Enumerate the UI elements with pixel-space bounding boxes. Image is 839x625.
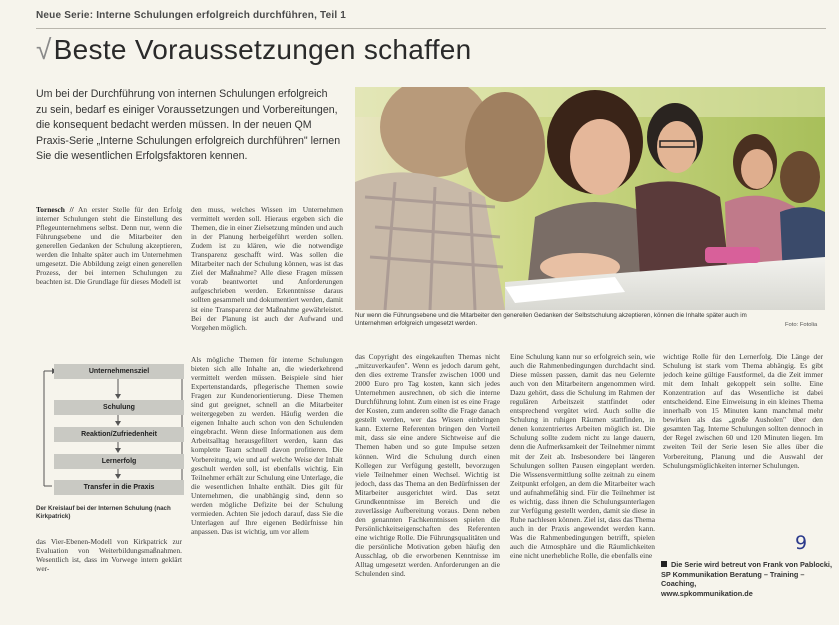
article-kicker: Neue Serie: Interne Schulungen erfolgreich durchführen, Teil 1 [36,10,347,21]
column-4: Eine Schulung kann nur so erfolgreich sein, wie auch die Rahmenbedingungen durchdacht sind. Diese müssen passen, damit das neu Gelernte auch von den Mitarbeitern angenommen wird. Dazu gehört, dass die Schulung im Rahmen der regulären Arbeitszeit stattfindet oder entsprechend vergütet wird. Auch sollte die Schulung in ruhigen Räumen stattfinden, in denen konzentriertes Arbeiten möglich ist. Die Schulung sollte zudem nicht zu lange dauern, denn die Aufmerksamkeit der Teilnehmer nimmt mit der Zeit ab. Insbesondere bei längeren Schulungen sollten Pausen eingeplant werden. Die Wissensvermittlung sollte zeitnah zu einem Zeitpunkt erfolgen, an dem die Mitarbeiter wach und aufnahmefähig sind. Für die Teilnehmer ist es wichtig, dass ihnen die Schulungsunterlagen zur Verfügung gestellt werden, damit sie diese in Ruhe nachlesen können. Ziel ist, dass das Thema auch in der Praxis angewendet werden kann. Was die Rahmenbedingungen betrifft, spielen auch die Atmosphäre und die Räumlichkeiten eine nicht unerhebliche Rolle, die ebenfalls eine [510,352,655,561]
bio-text: Die Serie wird betreut von Frank von Pablocki, SP Kommunikation Beratung – Training – Coaching, [661,560,832,589]
bio-bullet [661,561,667,567]
column-3: das Copyright des eingekauften Themas nicht „mitzuverkaufen". Wenn es jedoch darum geht, den dies extreme Transfer zwischen 1000 und 2000 Euro pro Tag kosten, kann sich jedes Unternehmen ausrechnen, ob sich die interne Durchführung lohnt. Zum einen ist es eine Frage der Kosten, zum anderen sollte die Frage danach gestellt werden, wer das Wissen einbringen kann. Externe Referenten bringen den Vorteil mit, dass sie eine andere Sichtweise auf die Themen haben und so gute Impulse setzen können. Wird die Schulung durch einen Kollegen zur Verfügung gestellt, bevorzugen viele Teilnehmer einen Wechsel. Wichtig ist jedoch, dass das Thema an den Bedürfnissen der Mitarbeiter ausgerichtet wird. Das setzt Grundkenntnisse im Bereich und die zuverlässige Aufbereitung voraus. Denn neben den genannten Fachkenntnissen spielen die Persönlichkeitseigenschaften des Referenten eine wichtige Rolle. Die Führungsqualitäten und die persönliche Motivation geben häufig den Ausschlag, ob die erworbenen Kenntnisse im Alltag umgesetzt werden. Anforderungen an die Schulenden sind. [355,352,500,579]
article-photo [355,87,825,310]
diagram-box-5: Transfer in die Praxis [54,480,184,495]
author-bio [661,560,836,598]
diagram-caption: Der Kreislauf bei der Internen Schulung (nach Kirkpatrick) [36,505,171,520]
column-1-text: An erster Stelle für den Erfolg interner Schulungen steht die Einstellung des Pflegeunternehmens selbst. Denn nur, wenn die Führungsebene und die Mitarbeiter den generellen Gedanken der Schulung akzeptieren, werden die Inhalte später auch im Unternehmen umgesetzt. Die Abbildung zeigt einen generellen Prozess, der bei internen Schulungen zu beachten ist. Die Grundlage für dieses Modell ist [36,205,182,287]
diagram-box-2: Schulung [54,400,184,415]
bio-url: www.spkommunikation.de [661,588,753,598]
headline [36,34,472,66]
diagram-box-3: Reaktion/Zufriedenheit [54,427,184,442]
top-rule [36,28,826,29]
seminar-photo-illustration [355,87,825,310]
column-2-lower: Als mögliche Themen für interne Schulungen bieten sich alle Inhalte an, die wiederkehrend vermittelt werden müssen. Beispiele sind hier Expertenstandards, pflegerische Themen sowie Fragen zur Kundenorientierung. Diese Themen sind gut geeignet, schnell an die Mitarbeiter weitergegeben zu werden. Häufig werden die eigenen Inhalte auch schon von den Schulenden eingebracht. Wenn diese Informationen aus dem Arbeitsalltag herausgefiltert werden, kann das komplette Team schnell davon profitieren. Die Vorbereitung, wie und auf welche Weise der Inhalt geschult werden soll, ist ebenfalls wichtig. Ein Teilnehmer erhält zur Schulung eine Unterlage, die die wesentlichen Inhalte enthält. Dies gilt für Unternehmen, die unabhängig sind, denn so werden mögliche Defizite bei der Schulung vermieden. Achten Sie jedoch darauf, dass Sie die Unterlagen auf Ihre eigenen Bedürfnisse hin anpassen. Das ist wichtig, um vor allem [191,355,343,536]
dateline: Tornesch // [36,205,74,214]
photo-credit: Foto: Fotolia [785,322,818,328]
lead-paragraph: Um bei der Durchführung von internen Schulungen erfolgreich zu sein, bedarf es einiger Voraussetzungen und Vorbereitungen, die konsequent bedacht werden müssen. In der neuen QM Praxis-Serie „Interne Schulungen erfolgreich durchführen" lernen Sie die wesentlichen Erfolgsfaktoren kennen. [36,88,341,163]
column-2-upper: den muss, welches Wissen im Unternehmen vermittelt werden soll. Hieraus ergeben sich die Themen, die in einer Zielsetzung münden und auch in der Planung herbeigeführt werden sollen. Zudem ist zu klären, wie die notwendige Transparenz geschafft wird. Was sollen die Mitarbeiter nach der Schulung können, was ist das Ziel der Maßnahme? Alle diese Fragen müssen vorab beantwortet und Anforderungen aufgeschrieben werden. Erkenntnisse daraus sollten gesammelt und dokumentiert werden, damit ist eine Transparenz der Maßnahme gewährleistet. Bei der Planung ist auch der Aufwand und Vorgehen möglich. [191,205,343,332]
headline-text: Beste Voraussetzungen schaffen [53,34,472,65]
column-5: wichtige Rolle für den Lernerfolg. Die Länge der Schulung ist stark vom Thema abhängig. Es gibt jedoch keine gültige Faustformel, da die Zeit immer mit dem Inhalt gekoppelt sein sollte. Eine Konzentration auf das Wesentliche ist dabei entscheidend. Eine Einweisung in ein kleines Thema innerhalb von 15 Minuten kann manchmal mehr bewirken als das „große Ausholen" über den gesamten Tag. Interne Schulungen sollten dennoch in der Regel zwischen 60 und 120 Minuten liegen. Im zweiten Teil der Serie lesen Sie alles über die Vorbereitung, Planung und die Auswahl der Schulungsmöglichkeiten interner Schulungen. [663,352,823,470]
diagram-box-1: Unternehmensziel [54,364,184,379]
column-1-lower: das Vier-Ebenen-Modell von Kirkpatrick zur Evaluation von Weiterbildungsmaßnahmen. Wesentlich ist, dass im Vorwege intern geklärt wer- [36,537,182,574]
photo-caption: Nur wenn die Führungsebene und die Mitarbeiter den generellen Gedanken der Selbstschulung akzeptieren, können die Inhalte später auch im Unternehmen erfolgreich umgesetzt werden. [355,312,747,327]
check-mark: √ [36,34,52,65]
process-diagram [36,362,186,500]
page-number: 9 [795,532,808,554]
diagram-box-4: Lernerfolg [54,454,184,469]
column-1-upper [36,205,182,350]
